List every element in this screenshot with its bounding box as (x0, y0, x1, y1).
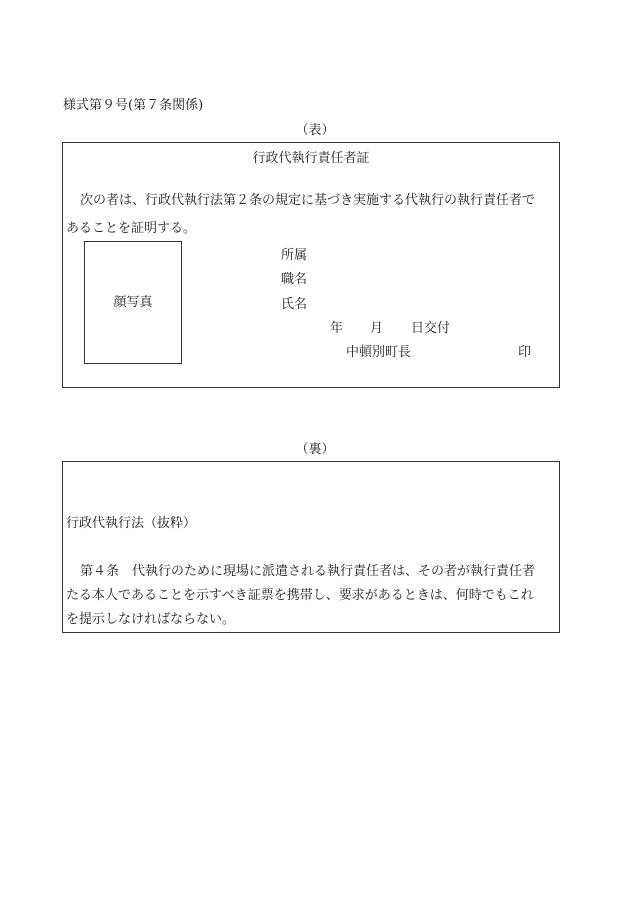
front-side-label: （表） (295, 123, 335, 138)
body-line-2: あることを証明する。 (66, 221, 197, 236)
date-year: 年 (330, 321, 344, 336)
front-card (62, 142, 560, 388)
issuer: 中頓別町長 (346, 345, 412, 360)
body-line-1: 次の者は、行政代執行法第２条の規定に基づき実施する代執行の執行責任者で (80, 193, 536, 208)
field-position-label: 職名 (281, 272, 308, 287)
field-affiliation-label: 所属 (281, 248, 308, 263)
field-name-label: 氏名 (281, 297, 308, 312)
photo-box (84, 241, 182, 364)
photo-label: 顔写真 (113, 295, 153, 310)
back-card (62, 461, 560, 633)
seal-mark: 印 (518, 345, 532, 360)
date-month: 月 (370, 321, 384, 336)
article-line-2: たる本人であることを示すべき証票を携帯し、要求があるときは、何時でもこれ (66, 588, 534, 603)
form-number: 様式第９号(第７条関係) (63, 98, 204, 113)
article-line-1: 第４条 代執行のために現場に派遣される執行責任者は、その者が執行責任者 (80, 564, 536, 579)
article-line-3: を提示しなければならない。 (66, 612, 236, 627)
date-issued: 日交付 (411, 321, 451, 336)
back-side-label: （裏） (295, 442, 335, 457)
certificate-title: 行政代執行責任者証 (252, 151, 370, 166)
law-excerpt-heading: 行政代執行法（抜粋） (66, 516, 197, 531)
